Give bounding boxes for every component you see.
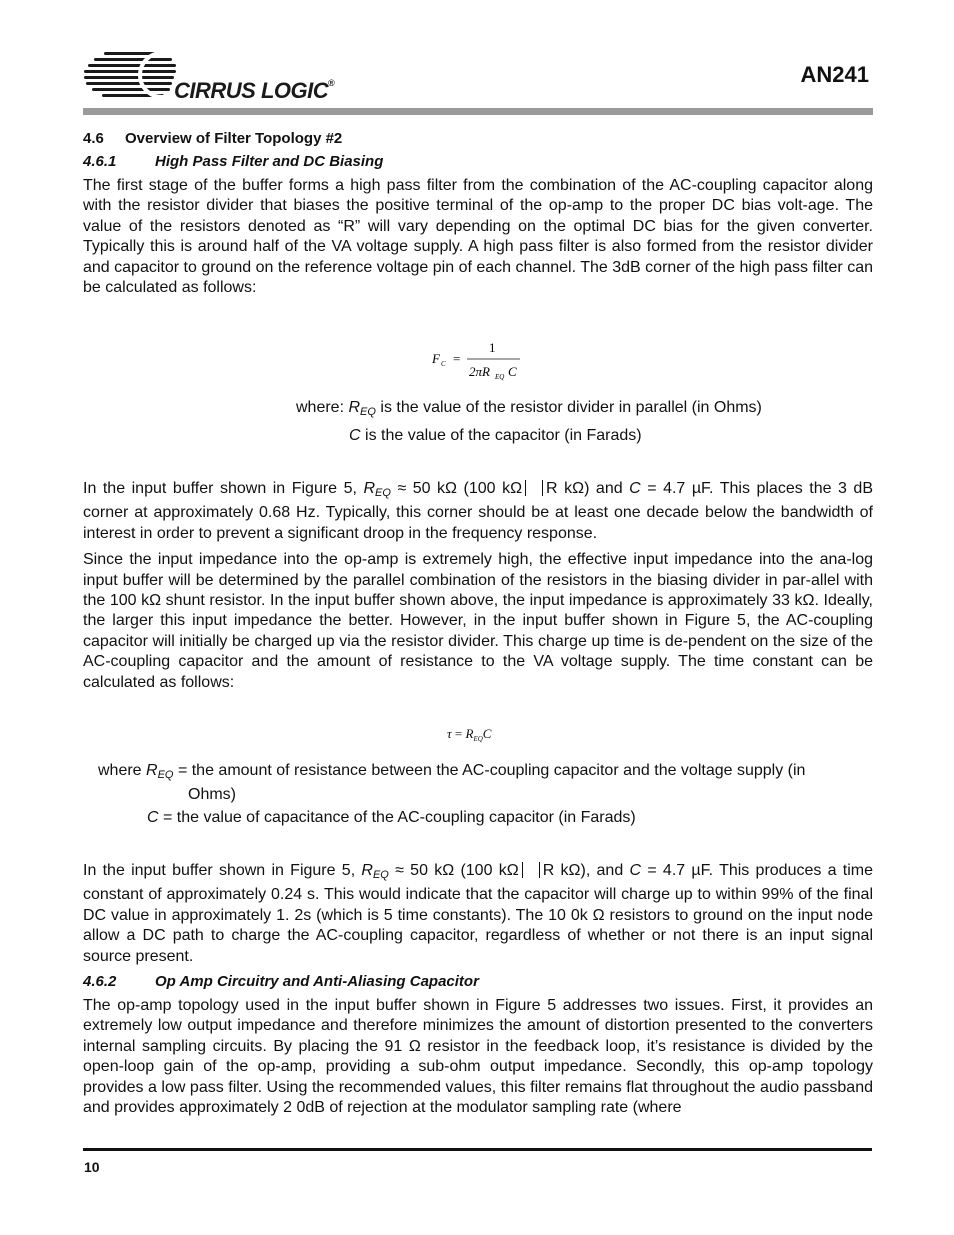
paragraph-input-impedance: Since the input impedance into the op-amp is extremely high, the effective input impedance into the ana-log input buffer will be determined by the parallel combination of the resistors in the biasing divider in par-allel with the 100 kΩ shunt resistor. In the input buffer shown above, the input impedance is approximately 33 kΩ. Ideally, the larger this input impedance the better. However, in the input buffer shown in Figure 5, the AC-coupling capacitor will initially be charged up via the resistor divider. This charge up time is de-pendent on the size of the AC-coupling capacitor and the amount of resistance to the VA voltage supply. The time constant can be calculated as follows: bbox=[83, 551, 873, 691]
where-clause-c: C is the value of the capacitor (in Farads) bbox=[349, 427, 642, 444]
paragraph-block-3 bbox=[83, 861, 873, 1124]
footer-rule bbox=[83, 1148, 872, 1151]
eq1-den-sub: EQ bbox=[495, 373, 505, 381]
cirrus-logic-logo bbox=[84, 48, 344, 108]
paragraph-op-amp: The op-amp topology used in the input buffer shown in Figure 5 addresses two issues. First, it provides an extremely low output impedance and therefore minimizes the amount of distortion presented to the converters internal sampling circuits. By placing the 91 Ω resistor in the feedback loop, it’s resistance is divided by the open-loop gain of the op-amp, providing a sub-ohm output impedance. Secondly, this op-amp topology provides a low pass filter. Using the recommended values, this filter remains flat throughout the audio passband and provides approximately 2 0dB of rejection at the modulator sampling rate (where bbox=[83, 997, 873, 1117]
where-clause-req: where: $R_{EQ}$ is the value of the resistor divider in parallel (in Ohms) bbox=[296, 399, 762, 418]
eq1-denominator: 2πR bbox=[469, 364, 490, 379]
eq1-numerator: 1 bbox=[489, 340, 496, 355]
subsection-heading-1: 4.6.1 High Pass Filter and DC Biasing bbox=[83, 153, 384, 170]
paragraph-block-2 bbox=[83, 479, 873, 699]
logo-wordmark: CIRRUS LOGIC® bbox=[174, 78, 335, 103]
equation-time-constant: $\tau = R_{EQ}C$ bbox=[447, 726, 492, 743]
eq1-equals: = bbox=[453, 351, 461, 366]
equation-corner-frequency bbox=[430, 339, 530, 384]
eq1-den-post: C bbox=[508, 364, 517, 379]
section-heading: 4.6 Overview of Filter Topology #2 bbox=[83, 130, 343, 147]
paragraph-corner-result: In the input buffer shown in Figure 5, $R_{EQ} \approx 50$ kΩ (100 kΩ R kΩ) and C = 4.7 µF. This places the 3 dB corner at approximately 0.68 Hz. Typically, this corner should be at least one decade below the bandwidth of interest in order to prevent a significant droop in the frequency response. bbox=[83, 480, 873, 542]
paragraph-hpf-intro: The first stage of the buffer forms a high pass filter from the combination of the AC-coupling capacitor along with the resistor divider that biases the positive terminal of the op-amp to the proper DC bias volt-age. The value of the resistors denoted as “R” will vary depending on the optimal DC bias for the given converter. Typically this is around half of the VA voltage supply. A high pass filter is also formed from the resistor divider and capacitor to ground on the reference voltage pin of each channel. The 3dB corner of the high pass filter can be calculated as follows: bbox=[83, 177, 873, 297]
parallel-symbol bbox=[525, 480, 543, 496]
where-clause-c-2: C = the value of capacitance of the AC-coupling capacitor (in Farads) bbox=[147, 809, 636, 826]
page-number: 10 bbox=[84, 1159, 100, 1175]
eq1-lhs: F bbox=[432, 351, 440, 366]
page-content bbox=[83, 130, 873, 304]
paragraph-time-constant-result: In the input buffer shown in Figure 5, $R_{EQ} \approx 50$ kΩ (100 kΩ R kΩ), and C = 4.7 µF. This produces a time constant of approximately 0.24 s. This would indicate that the capacitor will charge up to within 99% of the final DC value in approximately 1. 2s (which is 5 time constants). The 10 0k Ω resistors to ground on the input node allow a DC path to charge the AC-coupling capacitor, regardless of whether or not there is an input signal source present. bbox=[83, 862, 874, 965]
eq1-lhs-sub: C bbox=[441, 360, 446, 368]
parallel-symbol-2 bbox=[522, 862, 540, 878]
document-id: AN241 bbox=[800, 62, 869, 87]
where-clause-req-2: where $R_{EQ}$ = the amount of resistance between the AC-coupling capacitor and the voltage supply (in Ohms) bbox=[98, 762, 806, 803]
header-rule bbox=[83, 108, 873, 115]
subsection-heading-2: 4.6.2 Op Amp Circuitry and Anti-Aliasing Capacitor bbox=[83, 973, 479, 991]
